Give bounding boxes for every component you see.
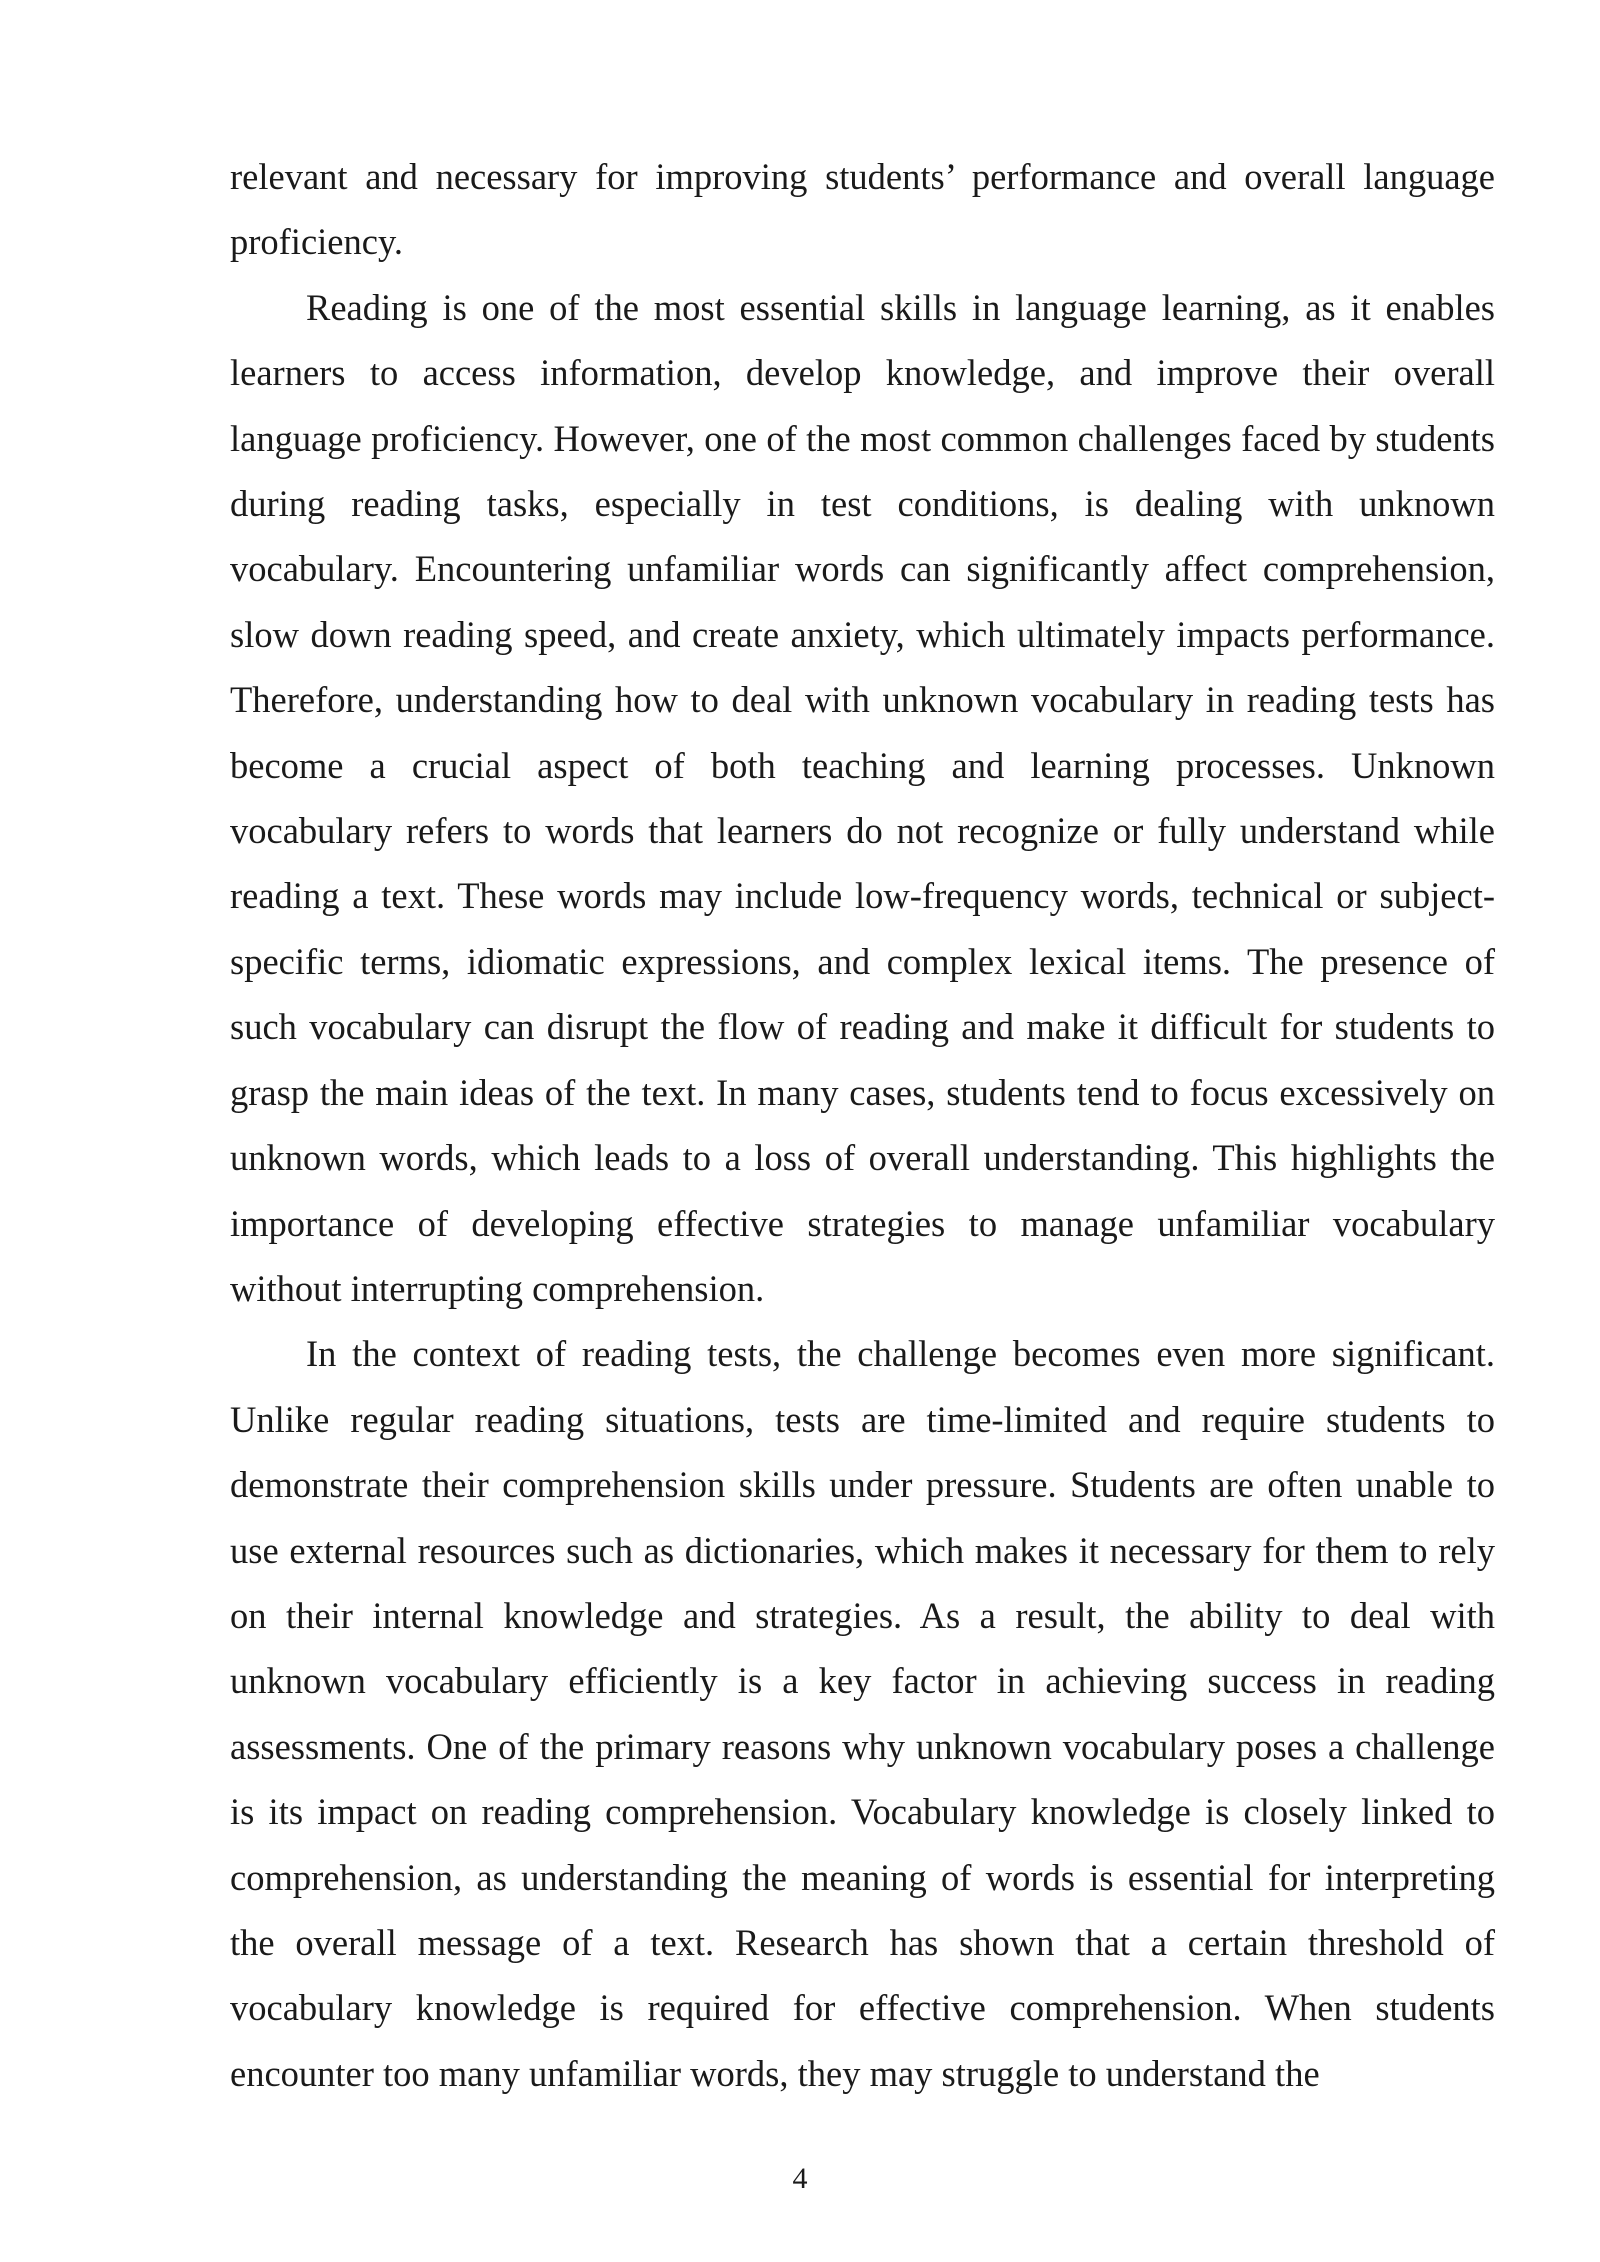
paragraph-continuation: relevant and necessary for improving students’ performance and overall language proficiency. [230, 156, 1495, 263]
paragraph-reading-tests: In the context of reading tests, the challenge becomes even more significant. Unlike regular reading situations, tests are time-limited and require students to demonstrate their comprehension skills under pressure. Students are often unable to use external resources such as dictionaries, which makes it necessary for them to rely on their internal knowledge and strategies. As a result, the ability to deal with unknown vocabulary efficiently is a key factor in achieving success in reading assessments. One of the primary reasons why unknown vocabulary poses a challenge is its impact on reading comprehension. Vocabulary knowledge is closely linked to comprehension, as understanding the meaning of words is essential for interpreting the overall message of a text. Research has shown that a certain threshold of vocabulary knowledge is required for effective comprehension. When students encounter too many unfamiliar words, they may struggle to understand the [230, 1333, 1495, 2094]
paragraph-reading-skills: Reading is one of the most essential skills in language learning, as it enables learners to access information, develop knowledge, and improve their overall language proficiency. However, one of the most common challenges faced by students during reading tasks, especially in test conditions, is dealing with unknown vocabulary. Encountering unfamiliar words can significantly affect comprehension, slow down reading speed, and create anxiety, which ultimately impacts performance. Therefore, understanding how to deal with unknown vocabulary in reading tests has become a crucial aspect of both teaching and learning processes. Unknown vocabulary refers to words that learners do not recognize or fully understand while reading a text. These words may include low-frequency words, technical or subject-specific terms, idiomatic expressions, and complex lexical items. The presence of such vocabulary can disrupt the flow of reading and make it difficult for students to grasp the main ideas of the text. In many cases, students tend to focus excessively on unknown words, which leads to a loss of overall understanding. This highlights the importance of developing effective strategies to manage unfamiliar vocabulary without interrupting comprehension. [230, 286, 1495, 1309]
body-text [230, 144, 1495, 2106]
page-number: 4 [792, 2162, 808, 2195]
